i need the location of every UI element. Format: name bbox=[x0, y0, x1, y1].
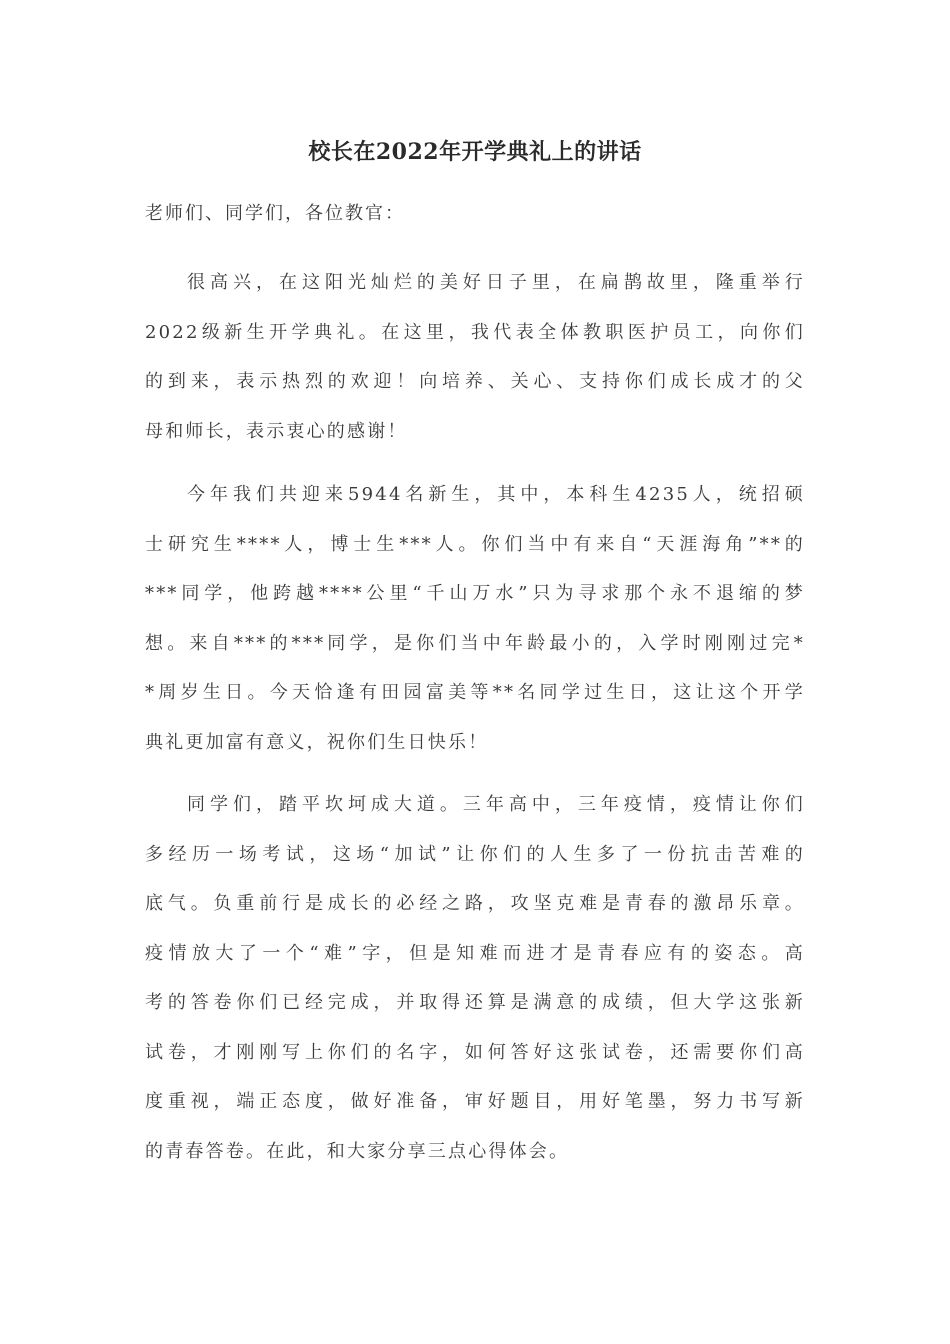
text-line: *周岁生日。今天恰逢有田园富美等**名同学过生日，这让这个开学 bbox=[145, 682, 805, 703]
text-line: 2022级新生开学典礼。在这里，我代表全体教职医护员工，向你们 bbox=[145, 321, 805, 343]
paragraph-welcome bbox=[145, 258, 805, 456]
text-line: 疫情放大了一个“难”字，但是知难而进才是青春应有的姿态。高 bbox=[145, 942, 805, 964]
text-line: 试卷，才刚刚写上你们的名字，如何答好这张试卷，还需要你们高 bbox=[145, 1041, 805, 1063]
paragraph-enrollment bbox=[145, 470, 805, 767]
text-line: 士研究生****人，博士生***人。你们当中有来自“天涯海角”**的 bbox=[145, 533, 805, 555]
paragraph-encouragement bbox=[145, 780, 805, 1176]
text-line: 的青春答卷。在此，和大家分享三点心得体会。 bbox=[145, 1140, 570, 1162]
text-line: 考的答卷你们已经完成，并取得还算是满意的成绩，但大学这张新 bbox=[145, 992, 805, 1013]
salutation: 老师们、同学们，各位教官： bbox=[145, 203, 405, 224]
text-line: 想。来自***的***同学，是你们当中年龄最小的，入学时刚刚过完* bbox=[145, 632, 805, 654]
text-line: 的到来，表示热烈的欢迎！向培养、关心、支持你们成长成才的父 bbox=[145, 371, 805, 392]
text-line: 底气。负重前行是成长的必经之路，攻坚克难是青春的激昂乐章。 bbox=[145, 893, 805, 914]
text-line: 同学们，踏平坎坷成大道。三年高中，三年疫情，疫情让你们 bbox=[187, 794, 805, 815]
document-title: 校长在2022年开学典礼上的讲话 bbox=[308, 139, 642, 165]
text-line: ***同学，他跨越****公里“千山万水”只为寻求那个永不退缩的梦 bbox=[145, 583, 805, 604]
text-line: 母和师长，表示衷心的感谢！ bbox=[145, 420, 408, 442]
text-line: 度重视，端正态度，做好准备，审好题目，用好笔墨，努力书写新 bbox=[145, 1091, 805, 1112]
text-line: 很高兴，在这阳光灿烂的美好日子里，在扁鹊故里，隆重举行 bbox=[187, 272, 805, 293]
text-line: 典礼更加富有意义，祝你们生日快乐！ bbox=[145, 731, 489, 753]
text-line: 今年我们共迎来5944名新生，其中，本科生4235人，统招硕 bbox=[187, 484, 805, 505]
text-line: 多经历一场考试，这场“加试”让你们的人生多了一份抗击苦难的 bbox=[145, 843, 805, 865]
